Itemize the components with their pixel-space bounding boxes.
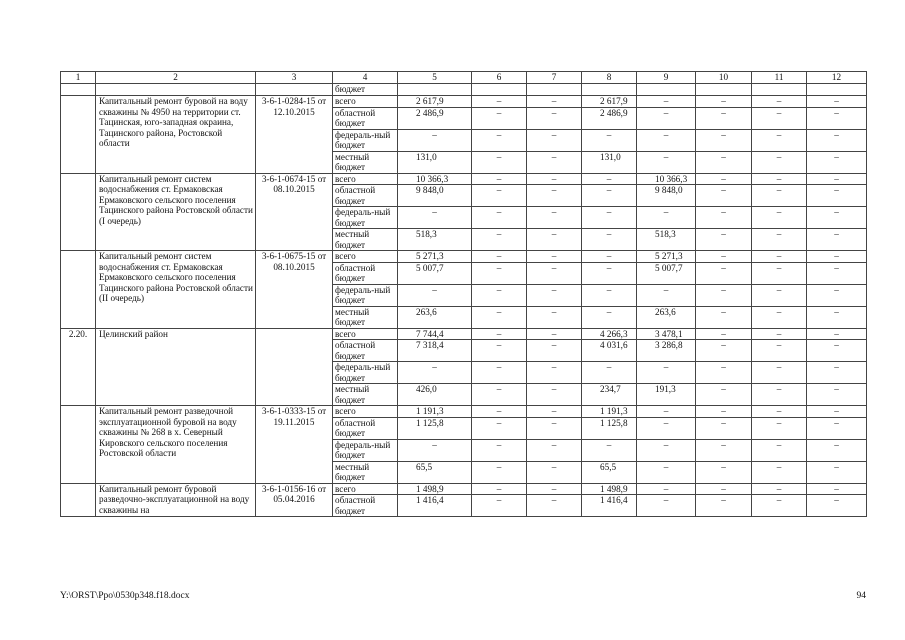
column-header-4: 4 <box>333 72 398 84</box>
amount-cell: – <box>752 207 807 229</box>
funding-source: областной бюджет <box>333 262 398 284</box>
table-cell <box>752 84 807 96</box>
amount-cell: 191,3 <box>637 384 696 406</box>
funding-source: местный бюджет <box>333 151 398 173</box>
amount-cell: – <box>472 406 527 418</box>
funding-source: областной бюджет <box>333 107 398 129</box>
table-row <box>61 84 867 96</box>
table-cell <box>398 84 472 96</box>
amount-cell: – <box>807 461 867 483</box>
amount-cell: – <box>807 406 867 418</box>
amount-cell: 3 478,1 <box>637 328 696 340</box>
amount-cell: – <box>472 207 527 229</box>
amount-cell: – <box>637 107 696 129</box>
amount-cell: – <box>582 251 637 263</box>
amount-cell: – <box>752 151 807 173</box>
amount-cell: 1 498,9 <box>582 483 637 495</box>
amount-cell: – <box>752 107 807 129</box>
amount-cell: 2 617,9 <box>398 96 472 108</box>
amount-cell: 4 031,6 <box>582 340 637 362</box>
amount-cell: – <box>527 107 582 129</box>
table-row <box>61 483 867 495</box>
column-header-3: 3 <box>256 72 333 84</box>
amount-cell: 65,5 <box>582 461 637 483</box>
amount-cell: – <box>752 229 807 251</box>
amount-cell: – <box>807 362 867 384</box>
amount-cell: 131,0 <box>582 151 637 173</box>
funding-source: всего <box>333 251 398 263</box>
amount-cell: – <box>472 362 527 384</box>
amount-cell: – <box>582 262 637 284</box>
amount-cell: – <box>752 417 807 439</box>
amount-cell: – <box>582 173 637 185</box>
amount-cell: 9 848,0 <box>637 185 696 207</box>
amount-cell: – <box>696 185 752 207</box>
amount-cell: – <box>398 284 472 306</box>
amount-cell: – <box>527 439 582 461</box>
amount-cell: – <box>807 107 867 129</box>
amount-cell: – <box>807 340 867 362</box>
amount-cell: – <box>752 384 807 406</box>
amount-cell: – <box>637 495 696 517</box>
amount-cell: – <box>527 251 582 263</box>
amount-cell: 1 416,4 <box>582 495 637 517</box>
budget-table <box>60 71 867 517</box>
project-name: Целинский район <box>96 328 256 406</box>
amount-cell: – <box>807 483 867 495</box>
amount-cell: – <box>472 328 527 340</box>
amount-cell: – <box>527 96 582 108</box>
amount-cell: – <box>527 207 582 229</box>
amount-cell: – <box>696 173 752 185</box>
column-header-12: 12 <box>807 72 867 84</box>
amount-cell: – <box>696 439 752 461</box>
amount-cell: 5 271,3 <box>637 251 696 263</box>
project-name: Капитальный ремонт буровой на воду скважины № 4950 на территории ст. Тацинская, юго-западная окраина, Тацинского района, Ростовской области <box>96 96 256 174</box>
funding-source: областной бюджет <box>333 185 398 207</box>
amount-cell: – <box>527 362 582 384</box>
table-cell <box>61 84 96 96</box>
amount-cell: – <box>527 417 582 439</box>
funding-source: федераль-ный бюджет <box>333 439 398 461</box>
amount-cell: – <box>527 129 582 151</box>
amount-cell: – <box>807 306 867 328</box>
amount-cell: – <box>582 229 637 251</box>
table-cell <box>472 84 527 96</box>
amount-cell: – <box>582 362 637 384</box>
amount-cell: – <box>807 185 867 207</box>
amount-cell: – <box>472 461 527 483</box>
amount-cell: – <box>807 262 867 284</box>
amount-cell: – <box>637 151 696 173</box>
row-index <box>61 173 96 251</box>
amount-cell: – <box>472 284 527 306</box>
amount-cell: – <box>582 306 637 328</box>
table-body <box>61 84 867 517</box>
amount-cell: – <box>696 129 752 151</box>
amount-cell: 7 318,4 <box>398 340 472 362</box>
amount-cell: – <box>696 362 752 384</box>
amount-cell: – <box>752 185 807 207</box>
project-name: Капитальный ремонт систем водоснабжения ст. Ермаковская Ермаковского сельского поселения Тацинского района Ростовской области (II очередь) <box>96 251 256 329</box>
amount-cell: 5 007,7 <box>398 262 472 284</box>
amount-cell: – <box>398 362 472 384</box>
amount-cell: – <box>807 495 867 517</box>
amount-cell: – <box>527 328 582 340</box>
amount-cell: – <box>398 207 472 229</box>
amount-cell: 5 271,3 <box>398 251 472 263</box>
amount-cell: 1 498,9 <box>398 483 472 495</box>
amount-cell: – <box>398 129 472 151</box>
funding-source: областной бюджет <box>333 340 398 362</box>
amount-cell: – <box>752 340 807 362</box>
amount-cell: – <box>472 439 527 461</box>
amount-cell: 9 848,0 <box>398 185 472 207</box>
amount-cell: – <box>527 495 582 517</box>
amount-cell: – <box>696 262 752 284</box>
amount-cell: 1 125,8 <box>398 417 472 439</box>
column-header-1: 1 <box>61 72 96 84</box>
amount-cell: 1 191,3 <box>398 406 472 418</box>
amount-cell: 7 744,4 <box>398 328 472 340</box>
amount-cell: – <box>696 96 752 108</box>
amount-cell: 131,0 <box>398 151 472 173</box>
amount-cell: – <box>582 185 637 207</box>
amount-cell: – <box>582 439 637 461</box>
amount-cell: 5 007,7 <box>637 262 696 284</box>
amount-cell: – <box>582 284 637 306</box>
amount-cell: 1 191,3 <box>582 406 637 418</box>
amount-cell: – <box>752 483 807 495</box>
amount-cell: 426,0 <box>398 384 472 406</box>
amount-cell: – <box>527 229 582 251</box>
amount-cell: 1 416,4 <box>398 495 472 517</box>
amount-cell: – <box>527 483 582 495</box>
amount-cell: – <box>696 229 752 251</box>
funding-source: областной бюджет <box>333 417 398 439</box>
amount-cell: – <box>752 495 807 517</box>
amount-cell: – <box>807 96 867 108</box>
footer-file-path: Y:\ORST\Ppo\0530p348.f18.docx <box>60 591 190 601</box>
amount-cell: – <box>472 384 527 406</box>
column-header-10: 10 <box>696 72 752 84</box>
amount-cell: – <box>527 384 582 406</box>
amount-cell: – <box>527 406 582 418</box>
amount-cell: – <box>696 151 752 173</box>
column-header-9: 9 <box>637 72 696 84</box>
amount-cell: – <box>752 328 807 340</box>
amount-cell: – <box>472 96 527 108</box>
amount-cell: 1 125,8 <box>582 417 637 439</box>
amount-cell: – <box>807 328 867 340</box>
amount-cell: – <box>807 284 867 306</box>
funding-source: всего <box>333 173 398 185</box>
amount-cell: – <box>696 251 752 263</box>
amount-cell: – <box>637 439 696 461</box>
funding-source: областной бюджет <box>333 495 398 517</box>
amount-cell: – <box>807 251 867 263</box>
table-cell <box>256 84 333 96</box>
amount-cell: – <box>527 262 582 284</box>
amount-cell: – <box>472 251 527 263</box>
amount-cell: 3 286,8 <box>637 340 696 362</box>
project-name: Капитальный ремонт буровой разведочно-эксплуатационной на воду скважины на <box>96 483 256 517</box>
table-row <box>61 173 867 185</box>
funding-source: всего <box>333 328 398 340</box>
amount-cell: – <box>807 129 867 151</box>
table-cell <box>582 84 637 96</box>
amount-cell: – <box>527 461 582 483</box>
amount-cell: 2 486,9 <box>582 107 637 129</box>
amount-cell: 4 266,3 <box>582 328 637 340</box>
amount-cell: – <box>807 384 867 406</box>
amount-cell: – <box>637 461 696 483</box>
column-header-8: 8 <box>582 72 637 84</box>
amount-cell: 2 486,9 <box>398 107 472 129</box>
amount-cell: – <box>527 284 582 306</box>
amount-cell: – <box>582 207 637 229</box>
amount-cell: – <box>527 185 582 207</box>
amount-cell: – <box>472 229 527 251</box>
project-code: 3-6-1-0675-15 от 08.10.2015 <box>256 251 333 329</box>
amount-cell: – <box>752 173 807 185</box>
amount-cell: – <box>752 262 807 284</box>
amount-cell: – <box>472 306 527 328</box>
amount-cell: – <box>637 207 696 229</box>
amount-cell: – <box>696 406 752 418</box>
amount-cell: – <box>807 229 867 251</box>
amount-cell: 65,5 <box>398 461 472 483</box>
table-cell <box>96 84 256 96</box>
table-header <box>61 72 867 84</box>
amount-cell: – <box>696 340 752 362</box>
amount-cell: – <box>696 306 752 328</box>
funding-source: федераль-ный бюджет <box>333 284 398 306</box>
project-code: 3-6-1-0284-15 от 12.10.2015 <box>256 96 333 174</box>
amount-cell: 10 366,3 <box>398 173 472 185</box>
amount-cell: – <box>637 96 696 108</box>
amount-cell: – <box>696 107 752 129</box>
amount-cell: – <box>472 151 527 173</box>
amount-cell: 263,6 <box>637 306 696 328</box>
amount-cell: – <box>807 417 867 439</box>
project-name: Капитальный ремонт систем водоснабжения ст. Ермаковская Ермаковского сельского поселения Тацинского района Ростовской области (I очередь) <box>96 173 256 251</box>
table-cell <box>696 84 752 96</box>
funding-source: всего <box>333 406 398 418</box>
amount-cell: – <box>472 129 527 151</box>
row-index <box>61 406 96 484</box>
amount-cell: – <box>472 495 527 517</box>
amount-cell: – <box>752 439 807 461</box>
row-index <box>61 483 96 517</box>
amount-cell: – <box>752 406 807 418</box>
amount-cell: – <box>752 362 807 384</box>
amount-cell: – <box>696 384 752 406</box>
amount-cell: – <box>752 306 807 328</box>
table-cell: бюджет <box>333 84 398 96</box>
amount-cell: – <box>472 262 527 284</box>
amount-cell: 518,3 <box>398 229 472 251</box>
amount-cell: – <box>527 306 582 328</box>
amount-cell: – <box>807 173 867 185</box>
project-code: 3-6-1-0333-15 от 19.11.2015 <box>256 406 333 484</box>
table-row <box>61 406 867 418</box>
amount-cell: – <box>696 483 752 495</box>
amount-cell: – <box>752 129 807 151</box>
amount-cell: – <box>472 173 527 185</box>
amount-cell: – <box>696 207 752 229</box>
amount-cell: – <box>696 461 752 483</box>
amount-cell: – <box>696 417 752 439</box>
table-row <box>61 328 867 340</box>
amount-cell: – <box>527 151 582 173</box>
funding-source: федераль-ный бюджет <box>333 362 398 384</box>
column-header-7: 7 <box>527 72 582 84</box>
row-index <box>61 96 96 174</box>
amount-cell: – <box>472 185 527 207</box>
funding-source: всего <box>333 96 398 108</box>
amount-cell: – <box>637 284 696 306</box>
amount-cell: – <box>472 107 527 129</box>
table-cell <box>637 84 696 96</box>
funding-source: всего <box>333 483 398 495</box>
row-index: 2.20. <box>61 328 96 406</box>
amount-cell: – <box>637 406 696 418</box>
column-header-11: 11 <box>752 72 807 84</box>
table-row <box>61 96 867 108</box>
amount-cell: – <box>637 129 696 151</box>
amount-cell: – <box>472 417 527 439</box>
amount-cell: 234,7 <box>582 384 637 406</box>
column-header-6: 6 <box>472 72 527 84</box>
funding-source: местный бюджет <box>333 461 398 483</box>
funding-source: местный бюджет <box>333 229 398 251</box>
amount-cell: – <box>527 340 582 362</box>
funding-source: федераль-ный бюджет <box>333 207 398 229</box>
amount-cell: – <box>807 151 867 173</box>
amount-cell: – <box>752 251 807 263</box>
table-cell <box>527 84 582 96</box>
funding-source: федераль-ный бюджет <box>333 129 398 151</box>
amount-cell: – <box>807 439 867 461</box>
page-number: 94 <box>856 591 866 601</box>
amount-cell: – <box>582 129 637 151</box>
amount-cell: – <box>696 284 752 306</box>
project-code <box>256 328 333 406</box>
amount-cell: 518,3 <box>637 229 696 251</box>
project-name: Капитальный ремонт разведочной эксплуатационной буровой на воду скважины № 268 в х. Северный Кировского сельского поселения Ростовской области <box>96 406 256 484</box>
table-row <box>61 251 867 263</box>
amount-cell: – <box>752 284 807 306</box>
column-header-5: 5 <box>398 72 472 84</box>
column-header-2: 2 <box>96 72 256 84</box>
amount-cell: – <box>752 461 807 483</box>
amount-cell: – <box>527 173 582 185</box>
amount-cell: – <box>807 207 867 229</box>
amount-cell: – <box>637 483 696 495</box>
amount-cell: – <box>696 495 752 517</box>
project-code: 3-6-1-0156-16 от 05.04.2016 <box>256 483 333 517</box>
funding-source: местный бюджет <box>333 384 398 406</box>
project-code: 3-6-1-0674-15 от 08.10.2015 <box>256 173 333 251</box>
amount-cell: – <box>472 483 527 495</box>
amount-cell: – <box>752 96 807 108</box>
amount-cell: 2 617,9 <box>582 96 637 108</box>
amount-cell: 263,6 <box>398 306 472 328</box>
amount-cell: 10 366,3 <box>637 173 696 185</box>
table-cell <box>807 84 867 96</box>
amount-cell: – <box>637 362 696 384</box>
amount-cell: – <box>696 328 752 340</box>
amount-cell: – <box>398 439 472 461</box>
amount-cell: – <box>637 417 696 439</box>
row-index <box>61 251 96 329</box>
amount-cell: – <box>472 340 527 362</box>
funding-source: местный бюджет <box>333 306 398 328</box>
